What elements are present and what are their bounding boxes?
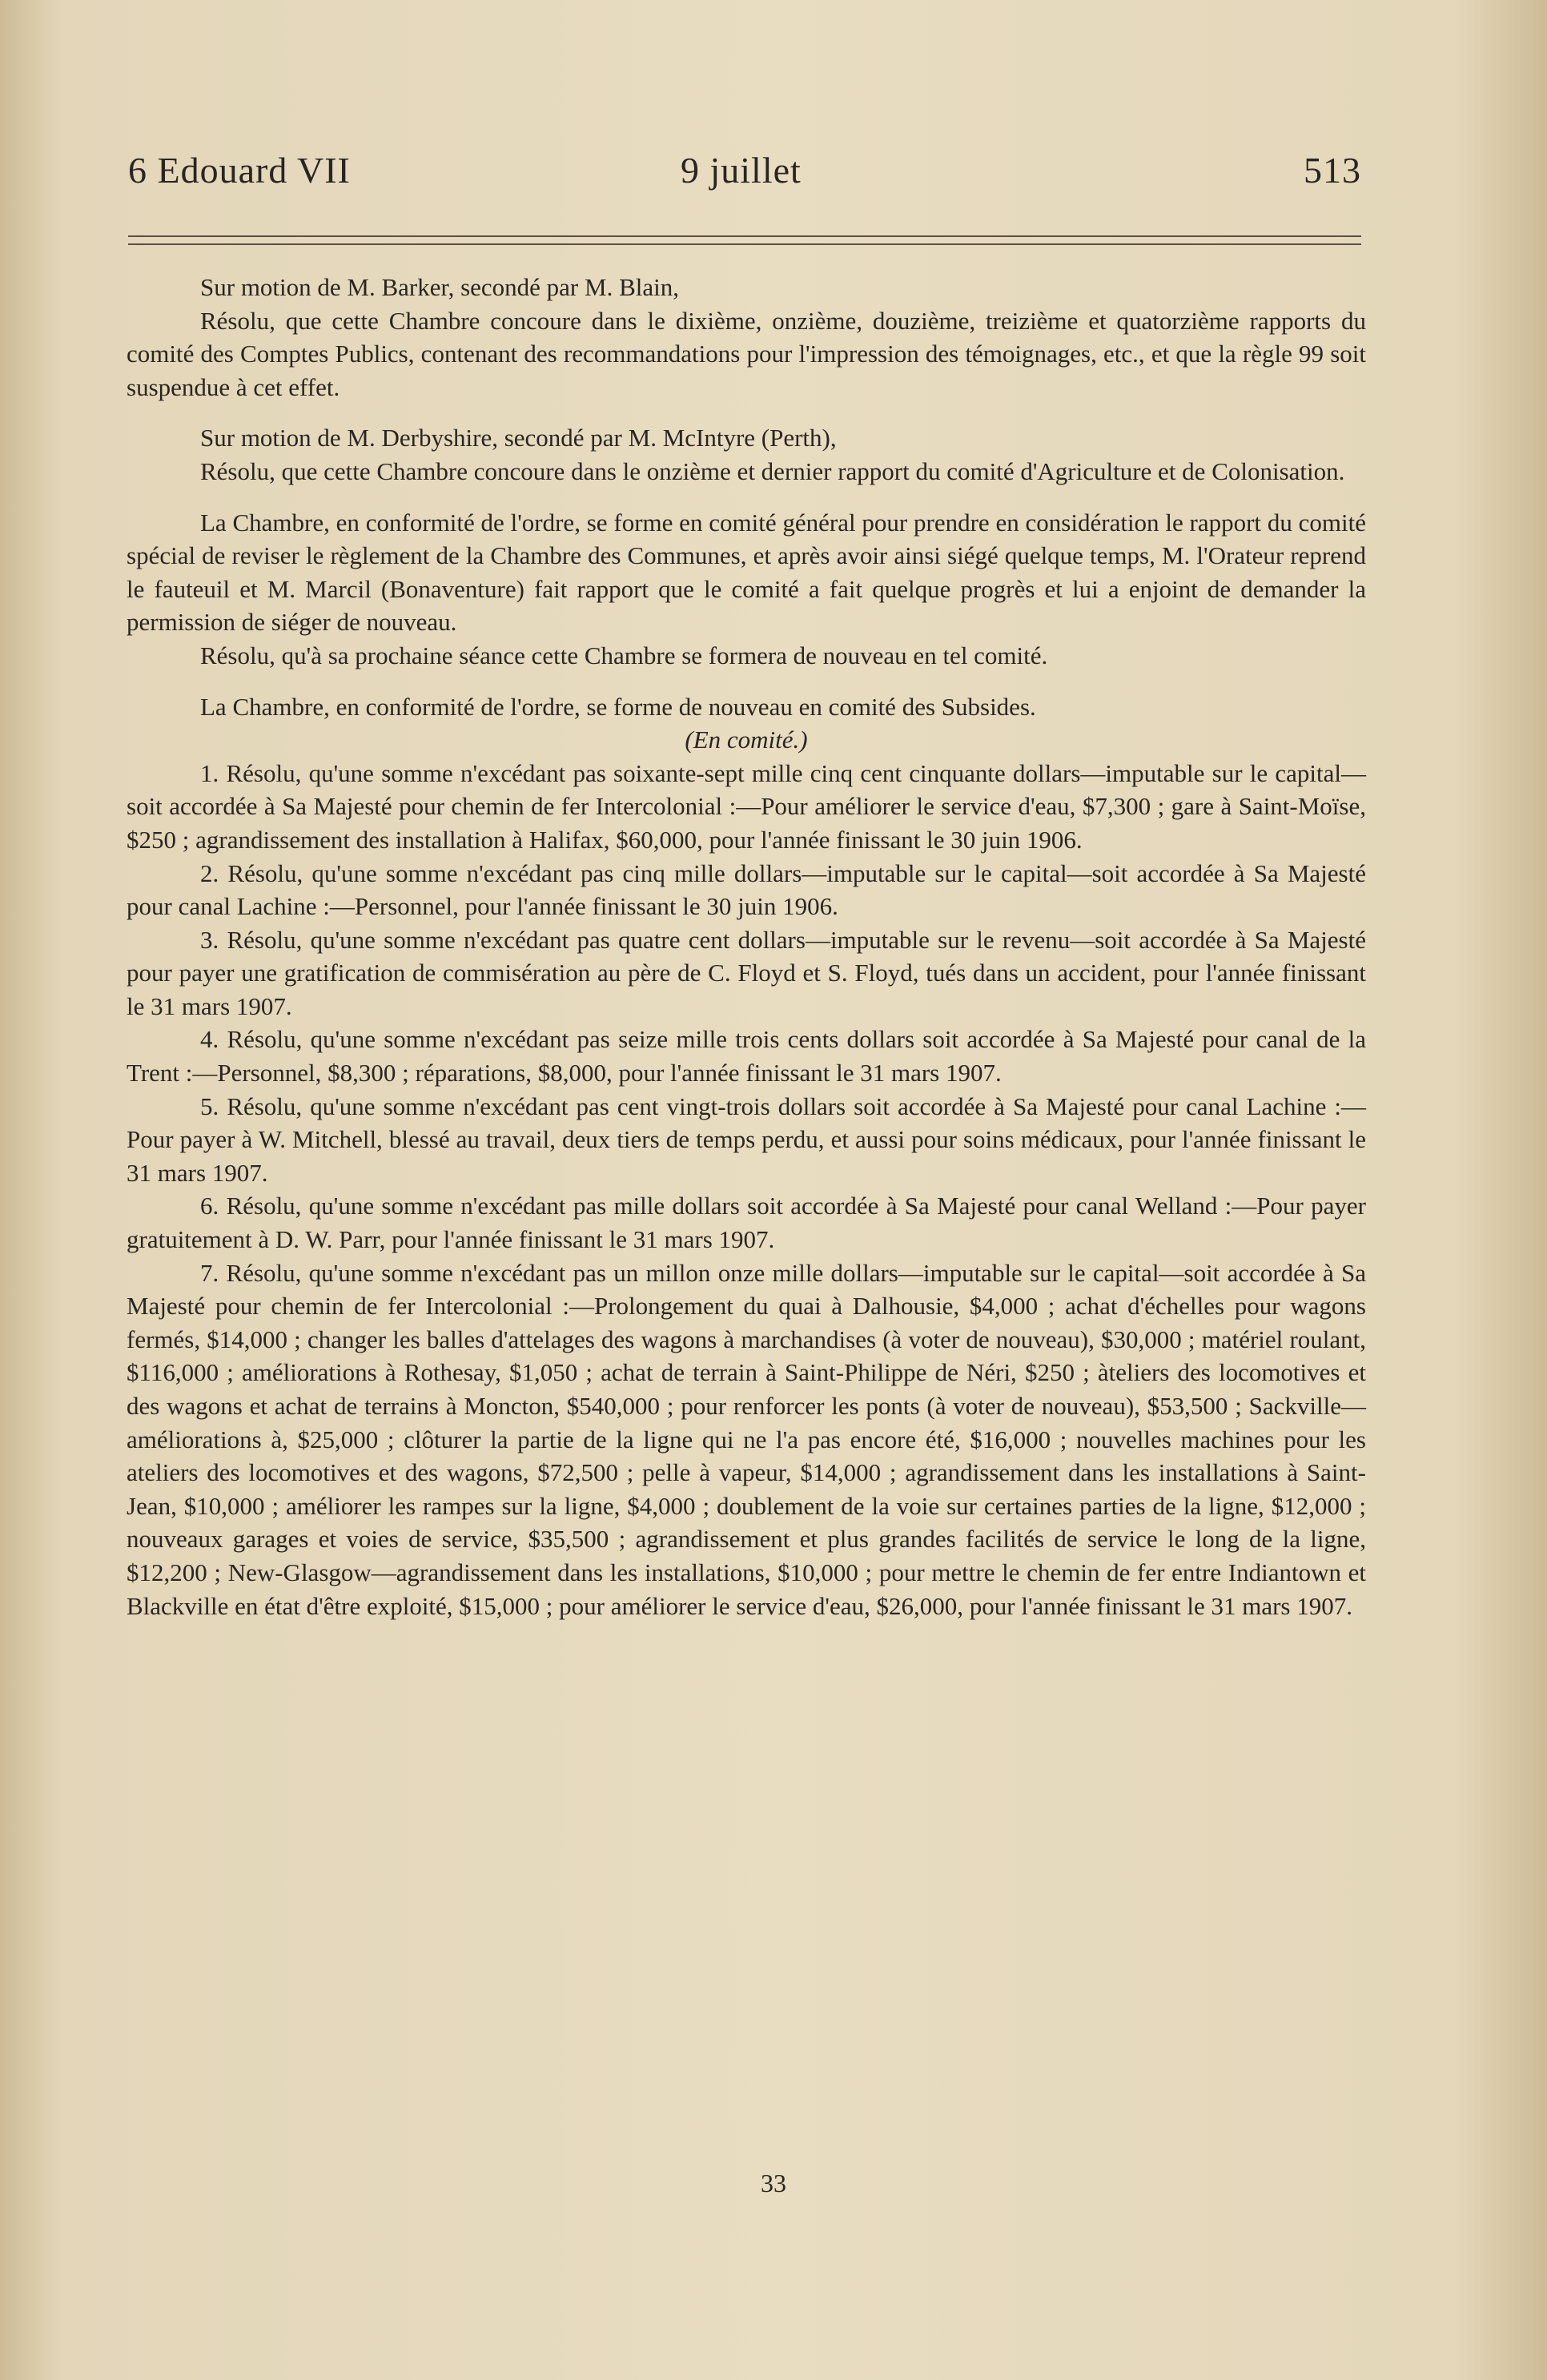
motion-barker: Sur motion de M. Barker, secondé par M. Blain,	[200, 273, 679, 301]
header-page-number: 513	[1304, 150, 1361, 191]
resolution-3: 3. Résolu, qu'une somme n'excédant pas quatre cent dollars—imputable sur le revenu—soit accordée à Sa Majesté pour payer une gratification de commisération au père de C. Floyd et S. Floyd, tués dans un accident, pour l'année finissant le 31 mars 1907.	[127, 925, 1366, 1020]
header-date: 9 juillet	[681, 150, 802, 191]
resolution-2: 2. Résolu, qu'une somme n'excédant pas cinq mille dollars—imputable sur le capital—soit accordée à Sa Majesté pour canal Lachine :—Personnel, pour l'année finissant le 30 juin 1906.	[127, 858, 1366, 921]
resolution-1: 1. Résolu, qu'une somme n'excédant pas soixante-sept mille cinq cent cinquante dollars—imputable sur le capital—soit accordée à Sa Majesté pour chemin de fer Intercolonial :—Pour améliorer le service d'eau, $7,300 ; gare à Saint-Moïse, $250 ; agrandissement des installation à Halifax, $60,000, pour l'année finissant le 30 juin 1906.	[127, 758, 1366, 854]
resolution-4: 4. Résolu, qu'une somme n'excédant pas seize mille trois cents dollars soit accordée à Sa Majesté pour canal de la Trent :—Personnel, $8,300 ; réparations, $8,000, pour l'année finissant le 31 mars 1907.	[127, 1025, 1366, 1087]
resolution-next-sitting: Résolu, qu'à sa prochaine séance cette Chambre se formera de nouveau en tel comité.	[200, 641, 1048, 669]
committee-reglement: La Chambre, en conformité de l'ordre, se forme en comité général pour prendre en considération le rapport du comité spécial de reviser le règlement de la Chambre des Communes, et après avoir ainsi siégé quelque temps, M. l'Orateur reprend le fauteuil et M. Marcil (Bonaventure) fait rapport que le comité a fait quelque progrès et lui a enjoint de demander la permission de siéger de nouveau.	[127, 508, 1366, 637]
running-header	[128, 149, 1361, 205]
resolution-6: 6. Résolu, qu'une somme n'excédant pas mille dollars soit accordée à Sa Majesté pour canal Welland :—Pour payer gratuitement à D. W. Parr, pour l'année finissant le 31 mars 1907.	[127, 1192, 1366, 1254]
resolution-agriculture: Résolu, que cette Chambre concoure dans le onzième et dernier rapport du comité d'Agriculture et de Colonisation.	[200, 456, 1345, 485]
header-regnal-year: 6 Edouard VII	[128, 150, 351, 191]
resolution-5: 5. Résolu, qu'une somme n'excédant pas cent vingt-trois dollars soit accordée à Sa Majesté pour canal Lachine :—Pour payer à W. Mitchell, blessé au travail, deux tiers de temps perdu, et aussi pour soins médicaux, pour l'année finissant le 31 mars 1907.	[127, 1092, 1366, 1187]
motion-derbyshire: Sur motion de M. Derbyshire, secondé par M. McIntyre (Perth),	[200, 424, 837, 452]
signature-folio: 33	[761, 2169, 786, 2197]
header-rule-top	[128, 235, 1361, 237]
page-body	[127, 271, 1366, 1622]
header-rule-bottom	[128, 243, 1361, 245]
resolution-7: 7. Résolu, qu'une somme n'excédant pas un millon onze mille dollars—imputable sur le capital—soit accordée à Sa Majesté pour chemin de fer Intercolonial :—Prolongement du quai à Dalhousie, $4,000 ; achat d'échelles pour wagons fermés, $14,000 ; changer les balles d'attelages des wagons à marchandises (à voter de nouveau), $30,000 ; matériel roulant, $116,000 ; améliorations à Rothesay, $1,050 ; achat de terrain à Saint-Philippe de Néri, $250 ; àteliers des locomotives et des wagons et achat de terrains à Moncton, $540,000 ; pour renforcer les ponts (à voter de nouveau), $53,500 ; Sackville—améliorations à, $25,000 ; clôturer la partie de la ligne qui ne l'a pas encore été, $16,000 ; nouvelles machines pour les ateliers des locomotives et des wagons, $72,500 ; pelle à vapeur, $14,000 ; agrandissement dans les installations à Saint-Jean, $10,000 ; améliorer les rampes sur la ligne, $4,000 ; doublement de la voie sur certaines parties de la ligne, $12,000 ; nouveaux garages et voies de service, $35,500 ; agrandissement et plus grandes facilités de service le long de la ligne, $12,200 ; New-Glasgow—agrandissement dans les installations, $10,000 ; pour mettre le chemin de fer entre Indiantown et Blackville en état d'être exploité, $15,000 ; pour améliorer le service d'eau, $26,000, pour l'année finissant le 31 mars 1907.	[127, 1258, 1366, 1620]
committee-subsides: La Chambre, en conformité de l'ordre, se forme de nouveau en comité des Subsides.	[200, 692, 1036, 721]
en-comite-heading: (En comité.)	[685, 726, 808, 754]
resolution-comptes-publics: Résolu, que cette Chambre concoure dans le dixième, onzième, douzième, treizième et quatorzième rapports du comité des Comptes Publics, contenant des recommandations pour l'impression des témoignages, etc., et que la règle 99 soit suspendue à cet effet.	[127, 306, 1366, 401]
